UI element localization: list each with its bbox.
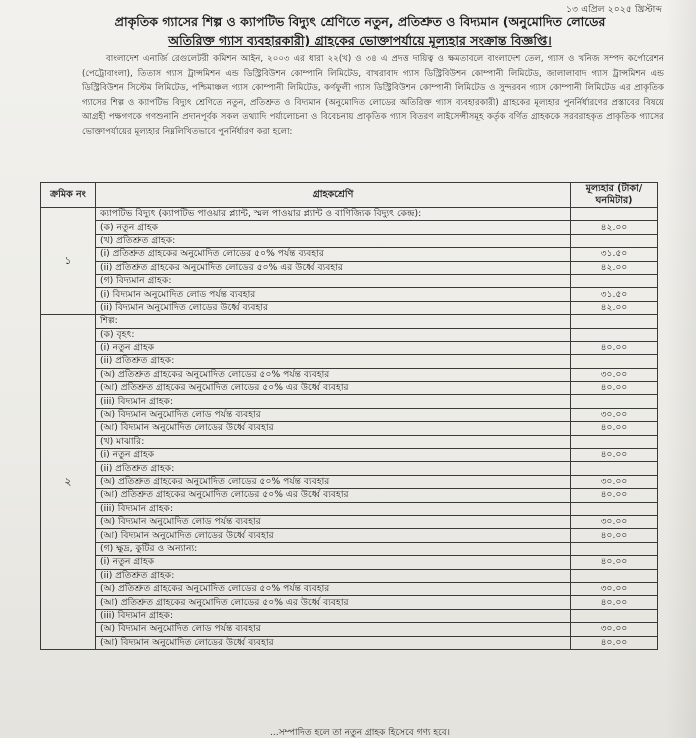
price-cell: ৪২.০০ [571, 301, 658, 314]
table-row [41, 569, 658, 582]
table-row [41, 515, 658, 528]
price-cell [571, 462, 658, 475]
table-row [41, 208, 658, 221]
table-row [41, 301, 658, 314]
price-cell: ৪০.০০ [571, 636, 658, 649]
table-row [41, 435, 658, 448]
category-cell: (iii) বিদ্যমান গ্রাহক: [96, 395, 571, 408]
price-cell: ৩০.০০ [571, 475, 658, 488]
category-cell: (আ) বিদ্যমান অনুমোদিত লোডের উর্ধ্বে ব্যবহার [96, 422, 571, 435]
price-cell: ৩১.৫০ [571, 288, 658, 301]
category-cell: (আ) বিদ্যমান অনুমোদিত লোডের উর্ধ্বে ব্যবহার [96, 529, 571, 542]
price-cell [571, 328, 658, 341]
table-row [41, 623, 658, 636]
category-cell: (ii) প্রতিশ্রুত গ্রাহক: [96, 355, 571, 368]
footer-note: ...সম্পাদিত হলে তা নতুন গ্রাহক হিসেবে গণ্য হবে। [270, 728, 450, 738]
category-cell: ক্যাপটিভ বিদ্যুৎ (ক্যাপটিভ পাওয়ার প্ল্যান্ট, স্মল পাওয়ার প্ল্যান্ট ও বাণিজ্যিক বিদ্যুৎ কেন্দ্র): [96, 208, 571, 221]
table-row [41, 636, 658, 649]
price-cell: ৪০.০০ [571, 556, 658, 569]
price-cell: ৩০.০০ [571, 408, 658, 421]
table-row [41, 582, 658, 595]
category-cell: (i) প্রতিশ্রুত গ্রাহকের অনুমোদিত লোডের ৫০% পর্যন্ত ব্যবহার [96, 248, 571, 261]
notice-title [60, 12, 660, 50]
price-cell: ৪০.০০ [571, 449, 658, 462]
table-row [41, 475, 658, 488]
price-cell: ৩০.০০ [571, 623, 658, 636]
table-row [41, 529, 658, 542]
price-cell [571, 542, 658, 555]
price-cell: ৩১.৫০ [571, 248, 658, 261]
table-row [41, 502, 658, 515]
table-row [41, 556, 658, 569]
table-row [41, 408, 658, 421]
serial-cell: ১ [41, 208, 96, 315]
price-cell [571, 274, 658, 287]
category-cell: (অ) প্রতিশ্রুত গ্রাহকের অনুমোদিত লোডের ৫০% পর্যন্ত ব্যবহার [96, 582, 571, 595]
price-cell [571, 609, 658, 622]
price-cell [571, 315, 658, 328]
header-category: গ্রাহকশ্রেণি [96, 183, 571, 208]
category-cell: (i) নতুন গ্রাহক [96, 449, 571, 462]
category-cell: (আ) বিদ্যমান অনুমোদিত লোডের উর্ধ্বে ব্যবহার [96, 636, 571, 649]
category-cell: (গ) বিদ্যমান গ্রাহক: [96, 274, 571, 287]
table-row [41, 368, 658, 381]
category-cell: (ii) বিদ্যমান অনুমোদিত লোডের উর্ধ্বে ব্যবহার [96, 301, 571, 314]
table-row [41, 462, 658, 475]
table-body [41, 208, 658, 650]
table-row [41, 248, 658, 261]
table-row [41, 288, 658, 301]
table-row [41, 328, 658, 341]
price-cell: ৩০.০০ [571, 582, 658, 595]
category-cell: (ক) নতুন গ্রাহক [96, 221, 571, 234]
category-cell: (অ) বিদ্যমান অনুমোদিত লোড পর্যন্ত ব্যবহার [96, 515, 571, 528]
header-serial: ক্রমিক নং [41, 183, 96, 208]
intro-paragraph: বাংলাদেশ এনার্জি রেগুলেটরী কমিশন আইন, ২০০৩ এর ধারা ২২(খ) ও ৩৪ এ প্রদত্ত দায়িত্ব ও ক্ষমতাবলে বাংলাদেশ তেল, গ্যাস ও খনিজ সম্পদ কর্পোরেশন (পেট্রোবাংলা), তিতাস গ্যাস ট্রান্সমিশন এন্ড ডিস্ট্রিবিউশন কোম্পানি লিমিটেড, বাখরাবাদ গ্যাস ডিস্ট্রিবিউশন কোম্পানী লিমিটেড, জালালাবাদ গ্যাস ট্রান্সমিশন এন্ড ডিস্ট্রিবিউশন সিস্টেম লিমিটেড, পশ্চিমাঞ্চল গ্যাস কোম্পানী লিমিটেড, কর্ণফুলী গ্যাস ডিস্ট্রিবিউশন কোম্পানী লিমিটেড ও সুন্দরবন গ্যাস কোম্পানী লিমিটেড এর প্রাকৃতিক গ্যাসের শিল্প ও ক্যাপটিভ বিদ্যুৎ শ্রেণিতে নতুন, প্রতিশ্রুত ও বিদ্যমান (অনুমোদিত লোডের অতিরিক্ত গ্যাস ব্যবহারকারী) গ্রাহকের মূল্যহার পুনর্নির্ধারণের প্রস্তাবের বিষয়ে আগ্রহী পক্ষগণকে গণশুনানি প্রদানপূর্বক সকল তথ্যাদি পর্যালোচনা ও বিবেচনায় প্রাকৃতিক গ্যাস বিতরণ লাইসেন্সীসমূহ কর্তৃক বর্ণিত গ্রাহককে সরবরাহকৃত প্রাকৃতিক গ্যাসের ভোক্তাপর্যায়ের মূল্যহার নিম্নলিখিতভাবে পুনর্নির্ধারণ করা হলো: [82, 54, 664, 137]
category-cell: (গ) ক্ষুদ্র, কুটির ও অন্যান্য: [96, 542, 571, 555]
price-cell: ৪০.০০ [571, 341, 658, 354]
price-cell: ৪০.০০ [571, 489, 658, 502]
category-cell: (আ) প্রতিশ্রুত গ্রাহকের অনুমোদিত লোডের ৫০% এর উর্ধ্বে ব্যবহার [96, 489, 571, 502]
category-cell: শিল্প: [96, 315, 571, 328]
category-cell: (অ) প্রতিশ্রুত গ্রাহকের অনুমোদিত লোডের ৫০% পর্যন্ত ব্যবহার [96, 475, 571, 488]
table-row [41, 449, 658, 462]
price-cell: ৪০.০০ [571, 596, 658, 609]
price-cell: ৪০.০০ [571, 422, 658, 435]
table-row [41, 596, 658, 609]
price-cell: ৪২.০০ [571, 261, 658, 274]
category-cell: (i) বিদ্যমান অনুমোদিত লোড পর্যন্ত ব্যবহার [96, 288, 571, 301]
category-cell: (i) নতুন গ্রাহক [96, 341, 571, 354]
price-cell [571, 435, 658, 448]
table-row [41, 274, 658, 287]
table-row [41, 261, 658, 274]
table-row [41, 609, 658, 622]
category-cell: (i) নতুন গ্রাহক [96, 556, 571, 569]
price-cell: ৩০.০০ [571, 368, 658, 381]
table-row [41, 234, 658, 247]
price-cell: ৪০.০০ [571, 382, 658, 395]
notice-date: ১৩ এপ্রিল ২০২৫ খ্রিস্টাব্দ [566, 5, 662, 15]
category-cell: (ii) প্রতিশ্রুত গ্রাহক: [96, 569, 571, 582]
serial-cell: ২ [41, 315, 96, 650]
table-row [41, 542, 658, 555]
category-cell: (iii) বিদ্যমান গ্রাহক: [96, 502, 571, 515]
category-cell: (iii) বিদ্যমান গ্রাহক: [96, 609, 571, 622]
table-row [41, 355, 658, 368]
category-cell: (আ) প্রতিশ্রুত গ্রাহকের অনুমোদিত লোডের ৫০% এর উর্ধ্বে ব্যবহার [96, 596, 571, 609]
table-row [41, 221, 658, 234]
category-cell: (অ) বিদ্যমান অনুমোদিত লোড পর্যন্ত ব্যবহার [96, 408, 571, 421]
price-cell [571, 502, 658, 515]
price-cell [571, 355, 658, 368]
category-cell: (ii) প্রতিশ্রুত গ্রাহক: [96, 462, 571, 475]
title-line-1: প্রাকৃতিক গ্যাসের শিল্প ও ক্যাপটিভ বিদ্যুৎ শ্রেণিতে নতুন, প্রতিশ্রুত ও বিদ্যমান (অনুমোদিত লোডের [114, 14, 606, 29]
table-row [41, 341, 658, 354]
table-header-row [41, 183, 658, 208]
table-row [41, 315, 658, 328]
table-row [41, 489, 658, 502]
price-cell: ৩০.০০ [571, 515, 658, 528]
category-cell: (আ) প্রতিশ্রুত গ্রাহকের অনুমোদিত লোডের ৫০% এর উর্ধ্বে ব্যবহার [96, 382, 571, 395]
table-row [41, 422, 658, 435]
category-cell: (ii) প্রতিশ্রুত গ্রাহকের অনুমোদিত লোডের ৫০% এর উর্ধ্বে ব্যবহার [96, 261, 571, 274]
category-cell: (অ) বিদ্যমান অনুমোদিত লোড পর্যন্ত ব্যবহার [96, 623, 571, 636]
header-price: মূল্যহার (টাকা/ঘনমিটার) [571, 183, 658, 208]
title-line-2: অতিরিক্ত গ্যাস ব্যবহারকারী) গ্রাহকের ভোক্তাপর্যায়ে মূল্যহার সংক্রান্ত বিজ্ঞপ্তি। [168, 33, 552, 48]
table-row [41, 382, 658, 395]
tariff-table [40, 182, 658, 650]
price-cell [571, 395, 658, 408]
category-cell: (ক) বৃহৎ: [96, 328, 571, 341]
table-row [41, 395, 658, 408]
price-cell [571, 234, 658, 247]
category-cell: (খ) মাঝারি: [96, 435, 571, 448]
price-cell: ৪০.০০ [571, 529, 658, 542]
price-cell: ৪২.০০ [571, 221, 658, 234]
price-cell [571, 569, 658, 582]
price-cell [571, 208, 658, 221]
category-cell: (খ) প্রতিশ্রুত গ্রাহক: [96, 234, 571, 247]
category-cell: (অ) প্রতিশ্রুত গ্রাহকের অনুমোদিত লোডের ৫০% পর্যন্ত ব্যবহার [96, 368, 571, 381]
